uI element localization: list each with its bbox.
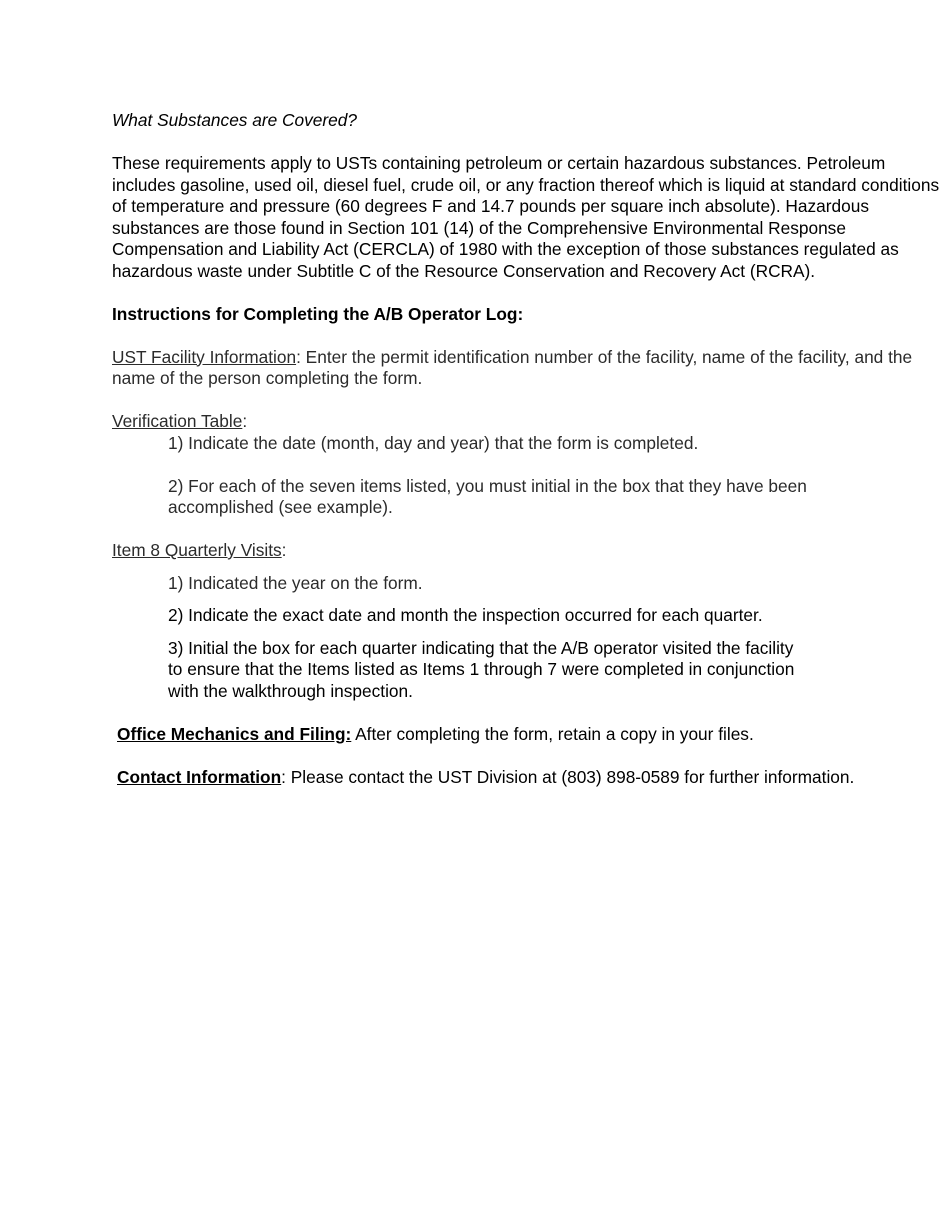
- section-title: What Substances are Covered?: [112, 110, 357, 130]
- facility-info-label: UST Facility Information: [112, 346, 297, 367]
- contact-info-text: : Please contact the UST Division at (803) 898-0589 for further information.: [281, 766, 855, 787]
- contact-info-label: Contact Information: [117, 766, 282, 787]
- quarterly-item-2: 2) Indicate the exact date and month the inspection occurred for each quarter.: [168, 605, 763, 625]
- instructions-heading: Instructions for Completing the A/B Operator Log:: [112, 303, 524, 324]
- facility-info-paragraph: [112, 347, 942, 390]
- quarterly-item-3: 3) Initial the box for each quarter indicating that the A/B operator visited the facility to ensure that the Items listed as Items 1 through 7 were completed in conjunction with the walkthrough inspection.: [168, 637, 795, 701]
- substances-paragraph: These requirements apply to USTs containing petroleum or certain hazardous substances. Petroleum includes gasoline, used oil, diesel fuel, crude oil, or any fraction thereof which is liquid at standard conditions of temperature and pressure (60 degrees F and 14.7 pounds per square inch absolute). Hazardous substances are those found in Section 101 (14) of the Comprehensive Environmental Response Compensation and Liability Act (CERCLA) of 1980 with the exception of those substances regulated as hazardous waste under Subtitle C of the Resource Conservation and Recovery Act (RCRA).: [112, 153, 940, 281]
- quarterly-visits-label: Item 8 Quarterly Visits: [112, 540, 282, 560]
- quarterly-item-1: 1) Indicated the year on the form.: [168, 572, 423, 593]
- verification-table-heading: [112, 411, 942, 433]
- office-mechanics-paragraph: [117, 724, 942, 746]
- facility-info-text: : Enter the permit identification number of the facility, name of the facility, and the name of the person completing the form.: [112, 346, 913, 388]
- quarterly-visits-heading: [112, 540, 942, 562]
- contact-info-paragraph: [112, 767, 942, 789]
- office-mechanics-text: After completing the form, retain a copy in your files.: [351, 723, 754, 744]
- verification-item-2: 2) For each of the seven items listed, you must initial in the box that they have been accomplished (see example).: [168, 475, 807, 517]
- verification-item-1: 1) Indicate the date (month, day and year) that the form is completed.: [168, 432, 699, 453]
- verification-table-colon: :: [242, 411, 248, 431]
- document-page: [112, 110, 942, 788]
- verification-table-label: Verification Table: [112, 411, 243, 431]
- office-mechanics-label: Office Mechanics and Filing:: [117, 723, 352, 744]
- quarterly-visits-colon: :: [281, 540, 287, 560]
